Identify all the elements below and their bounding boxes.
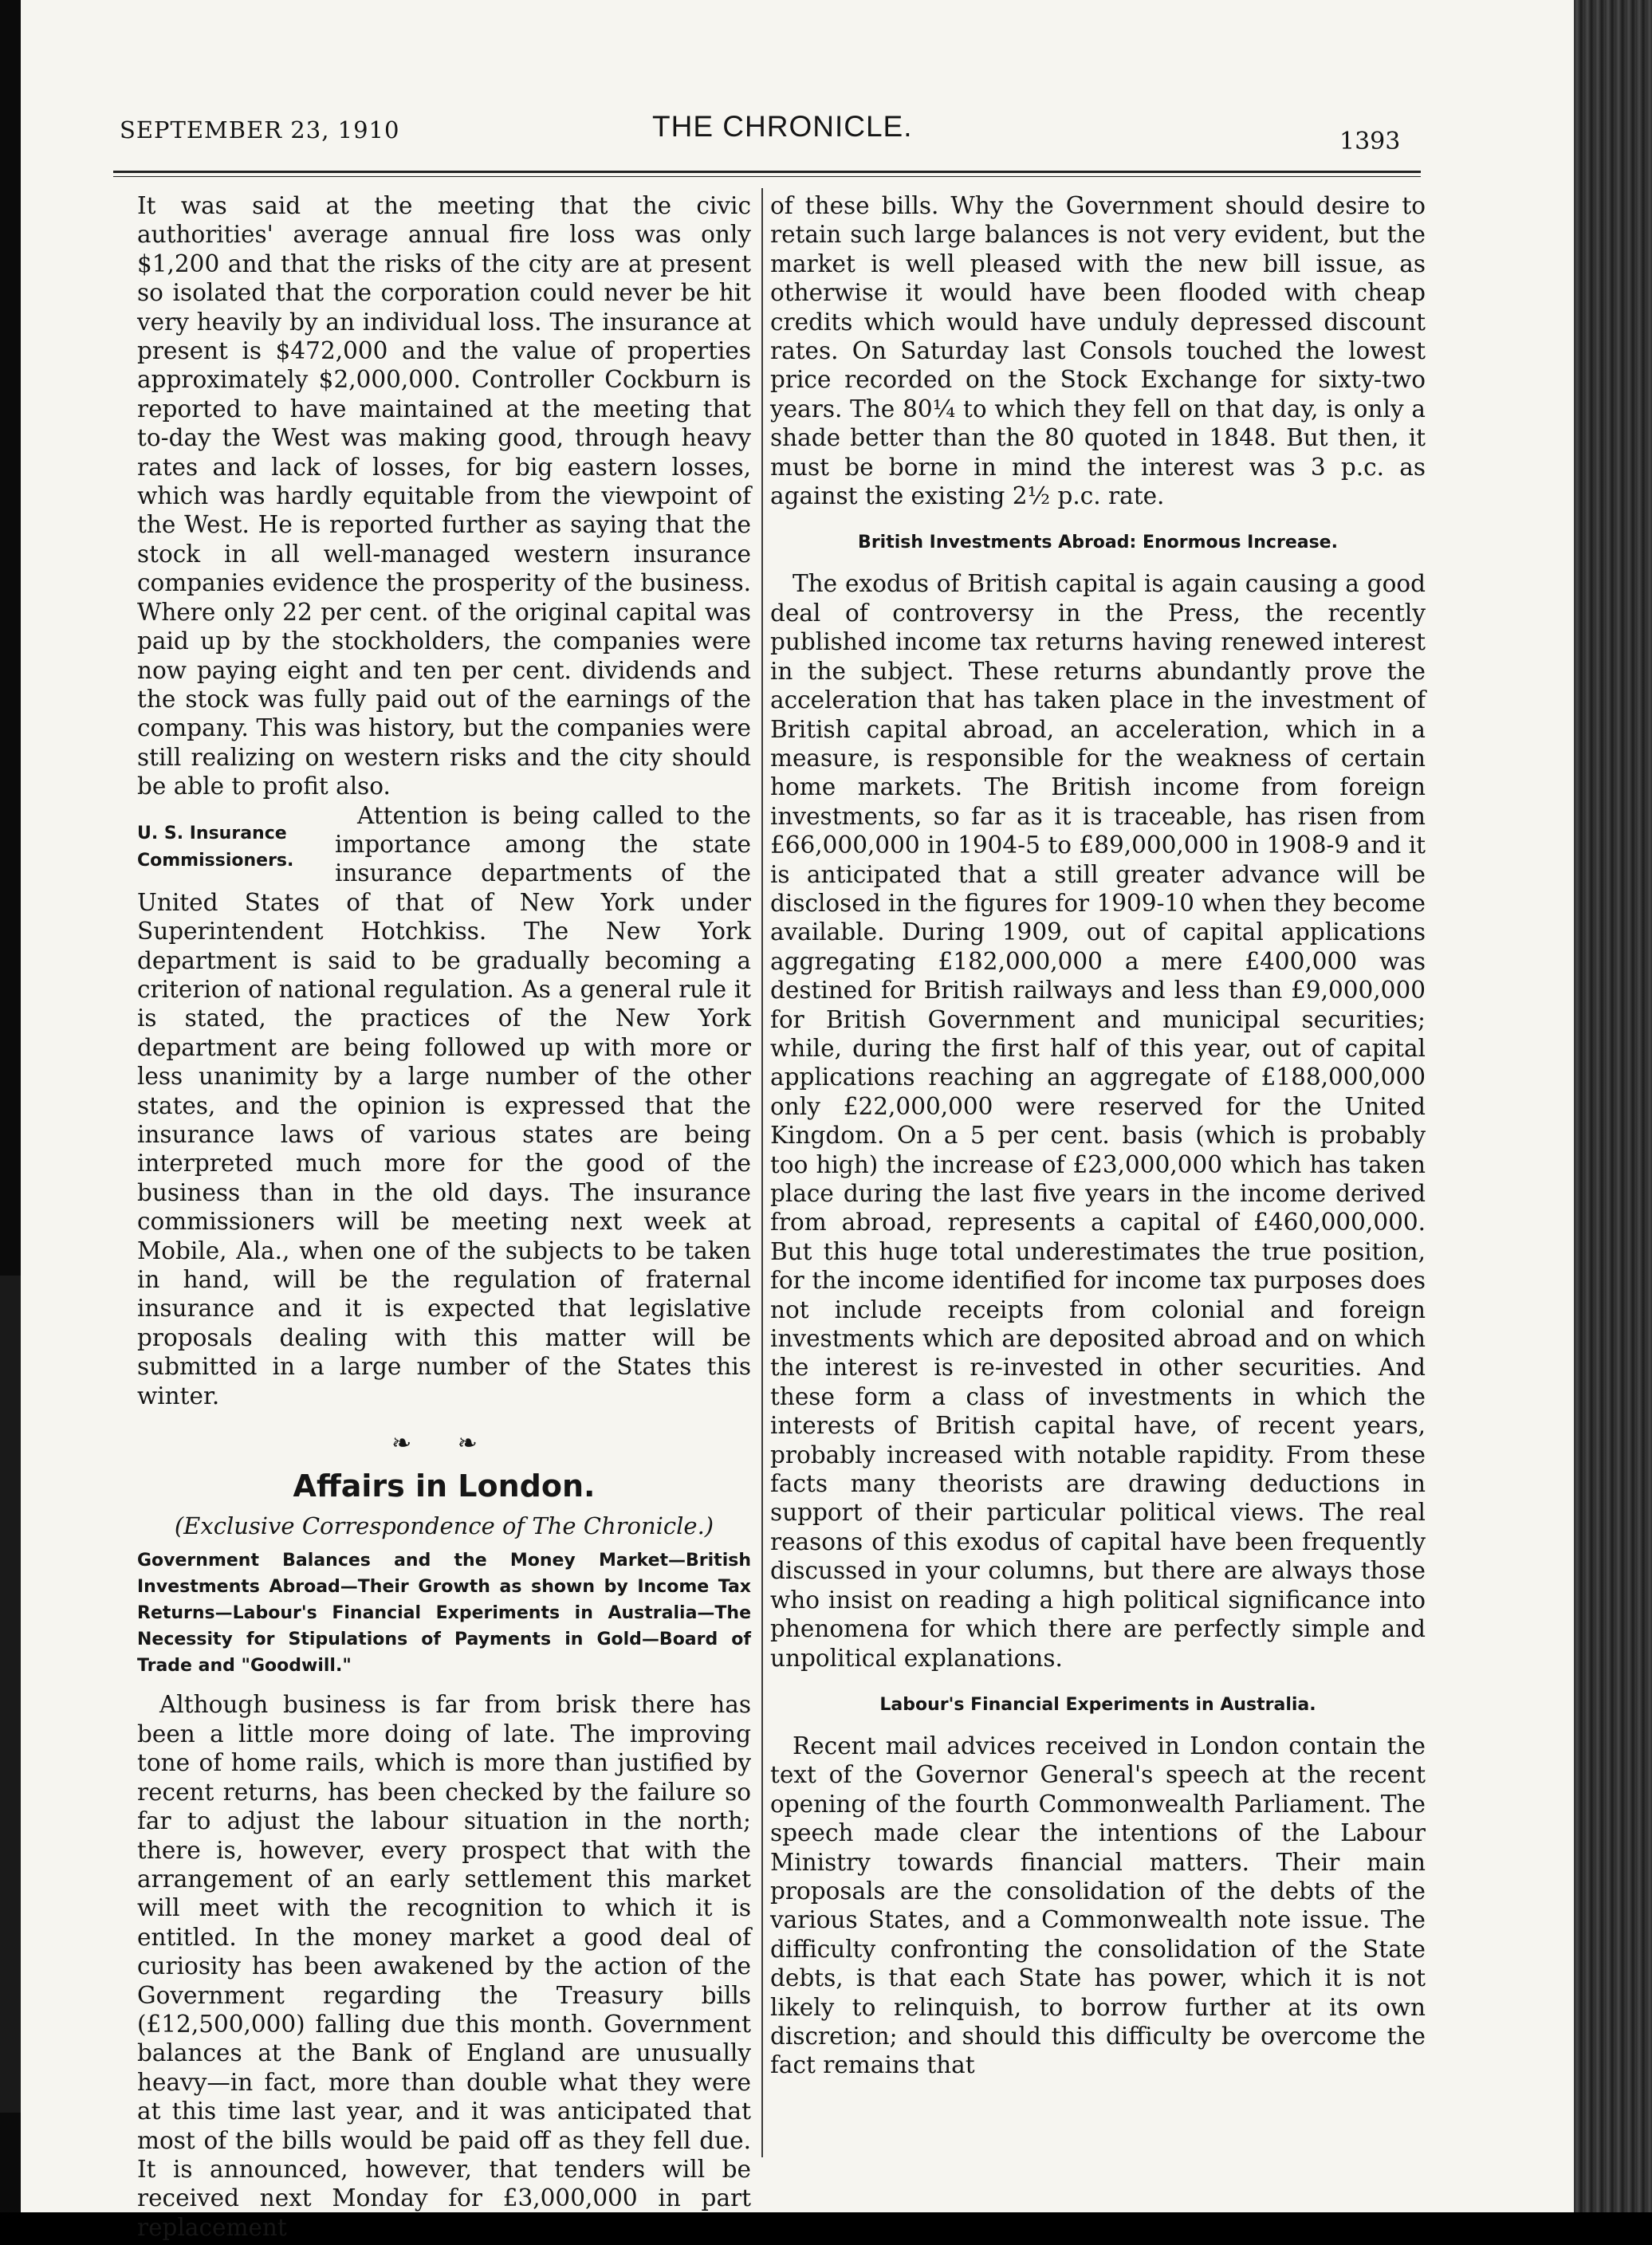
page-number: 1393 <box>1339 128 1401 155</box>
left-paragraph-2: Attention is being called to the importance among the state insurance departments of the United States of that of New York under Superintendent Hotchkiss. The New York department is said to be gradually becoming a criterion of national regulation. As a general rule it is stated, the practices of the New York department are being followed up with more or less unanimity by a large number of the other states, and the opinion is expressed that the insurance laws of various states are being interpreted much more for the good of the business than in the old days. The insurance commissioners will be meeting next week at Mobile, Ala., when one of the subjects to be taken in hand, will be the regulation of fraternal insurance and it is expected that legislative proposals dealing with this matter will be submitted in a large number of the States this winter. <box>137 801 751 1410</box>
header-rule <box>113 171 1421 177</box>
book-spine <box>1574 0 1652 2245</box>
left-column <box>137 191 751 2242</box>
section-ornament: ❧ ❧ <box>391 1429 497 1458</box>
header-title: THE CHRONICLE. <box>652 110 913 143</box>
right-paragraph-3: Recent mail advices received in London contain the text of the Governor General's speech at the recent opening of the fourth Commonwealth Parliament. The speech made clear the intentions of the Labour Ministry towards financial matters. Their main proposals are the consolidation of the debts of the various States, and a Commonwealth note issue. The difficulty confronting the consolidation of the State debts, is that each State has power, which it is not likely to relinquish, to borrow further at its own discretion; and should this difficulty be overcome the fact remains that <box>770 1732 1426 2079</box>
subhead-australia: Labour's Financial Experiments in Australia. <box>879 1694 1316 1715</box>
commissioners-block <box>137 801 751 1411</box>
right-paragraph-1: of these bills. Why the Government should desire to retain such large balances is not very evident, but the market is well pleased with the new bill issue, as otherwise it would have been flooded with cheap credits which would have unduly depressed discount rates. On Saturday last Consols touched the lowest price recorded on the Stock Exchange for sixty-two years. The 80¼ to which they fell on that day, is only a shade better than the 80 quoted in 1848. But then, it must be borne in mind the interest was 3 p.c. as against the existing 2½ p.c. rate. <box>770 192 1426 510</box>
right-column <box>770 191 1426 2080</box>
section-title: Affairs in London. <box>293 1468 596 1504</box>
section-synopsis: Government Balances and the Money Market—British Investments Abroad—Their Growth as shown by Income Tax Returns—Labour's Financial Experiments in Australia—The Necessity for Stipulations of Payments in Gold—Board of Trade and "Goodwill." <box>137 1551 751 1677</box>
header-date: SEPTEMBER 23, 1910 <box>120 116 400 144</box>
column-divider <box>761 188 763 2157</box>
sidenote-heading: U. S. Insurance Commissioners. <box>137 823 294 871</box>
page-header <box>104 110 1419 158</box>
subhead-investments: British Investments Abroad: Enormous Increase. <box>858 533 1338 553</box>
section-subtitle: (Exclusive Correspondence of The Chronicle.) <box>174 1512 714 1540</box>
right-paragraph-2: The exodus of British capital is again causing a good deal of controversy in the Press, the recently published income tax returns having renewed interest in the subject. These returns abundantly prove the acceleration that has taken place in the investment of British capital abroad, an acceleration, which in a measure, is responsible for the weakness of certain home markets. The British income from foreign investments, so far as it is traceable, has risen from £66,000,000 in 1904-5 to £89,000,000 in 1908-9 and it is anticipated that a still greater advance will be disclosed in the figures for 1909-10 when they become available. During 1909, out of capital applications aggregating £182,000,000 a mere £400,000 was destined for British railways and less than £9,000,000 for British Government and municipal securities; while, during the first half of this year, out of capital applications reaching an aggregate of £188,000,000 only £22,000,000 were reserved for the United Kingdom. On a 5 per cent. basis (which is probably too high) the increase of £23,000,000 which has taken place during the last five years in the income derived from abroad, represents a capital of £460,000,000. But this huge total underestimates the true position, for the income identified for income tax purposes does not include receipts from colonial and foreign investments which are deposited abroad and on which the interest is re-invested in other securities. And these form a class of investments in which the interests of British capital have, of recent years, probably increased with notable rapidity. From these facts many theorists are drawing deductions in support of their particular political views. The real reasons of this exodus of capital have been frequently discussed in your columns, but there are always those who insist on reading a high political significance into phenomena for which there are perfectly simple and unpolitical explanations. <box>770 570 1426 1672</box>
left-paragraph-1: It was said at the meeting that the civic authorities' average annual fire loss was only $1,200 and that the risks of the city are at present so isolated that the corporation could never be hit very heavily by an individual loss. The insurance at present is $472,000 and the value of properties approximately $2,000,000. Controller Cockburn is reported to have maintained at the meeting that to-day the West was making good, through heavy rates and lack of losses, for big eastern losses, which was hardly equitable from the viewpoint of the West. He is reported further as saying that the stock in all well-managed western insurance companies evidence the prosperity of the business. Where only 22 per cent. of the original capital was paid up by the stockholders, the companies were now paying eight and ten per cent. dividends and the stock was fully paid out of the earnings of the company. This was history, but the companies were still realizing on western risks and the city should be able to profit also. <box>137 192 751 800</box>
left-page-edge <box>0 1276 21 2113</box>
left-paragraph-3: Although business is far from brisk there has been a little more doing of late. The improving tone of home rails, which is more than justified by recent returns, has been checked by the failure so far to adjust the labour situation in the north; there is, however, every prospect that with the arrangement of an early settlement this market will meet with the recognition to which it is entitled. In the money market a good deal of curiosity has been awakened by the action of the Government regarding the Treasury bills (£12,500,000) falling due this month. Government balances at the Bank of England are unusually heavy—in fact, more than double what they were at this time last year, and it was anticipated that most of the bills would be paid off as they fell due. It is announced, however, that tenders will be received next Monday for £3,000,000 in part replacement <box>137 1691 751 2241</box>
